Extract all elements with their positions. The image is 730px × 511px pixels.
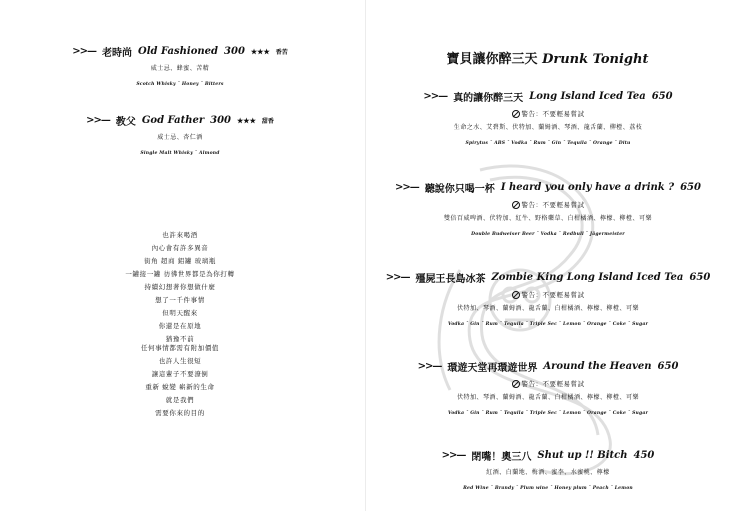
section-title-zh: 寶貝讓你醉三天	[446, 52, 538, 67]
poem-block-1	[105, 229, 255, 346]
poem-line: 想了一千件事情	[155, 296, 205, 304]
item-name-zh: 環遊天堂再環遊世界	[447, 363, 538, 374]
item-flavor: 甜香	[261, 118, 274, 125]
item-price: 300	[210, 115, 232, 126]
item-ingredients-zh: 生命之水、艾碧斯、伏特加、蘭姆酒、琴酒、龍舌蘭、柳橙、荔枝	[453, 124, 643, 131]
warning-text: 警告：不要輕易嘗試	[521, 291, 585, 299]
poem-line: 街角 超商 鋁罐 玻璃瓶	[144, 257, 216, 265]
section-title-en: Drunk Tonight	[542, 52, 649, 67]
arrow-icon: >>—	[72, 46, 97, 57]
item-stars: ★★★	[237, 116, 256, 125]
item-ingredients-zh: 威士忌、杏仁酒	[157, 134, 203, 141]
poem-line: 就是我們	[165, 396, 195, 404]
item-name-zh: 殭屍王長島冰茶	[415, 274, 486, 285]
warning-text: 警告：不要輕易嘗試	[521, 380, 585, 388]
item-ingredients-zh: 伏特加、琴酒、蘭姆酒、龍舌蘭、白柑橘酒、檸檬、柳橙、可樂	[456, 305, 639, 312]
poem-line: 但明天醒來	[162, 309, 198, 317]
menu-item-zombie-king	[368, 270, 728, 327]
item-ingredients-en: Vodka ˇ Gin ˇ Rum ˇ Tequila ˇ Triple Sec ˇ Lemon ˇ Orange ˇ Coke ˇ Sugar	[447, 322, 649, 327]
item-name-zh: 真的讓你醉三天	[453, 93, 524, 104]
item-ingredients-en: Spirytus ˇ ABS ˇ Vodka ˇ Rum ˇ Gin ˇ Tequila ˇ Orange ˇ Ditu	[465, 141, 631, 146]
menu-item-god-father	[0, 113, 360, 156]
poem-line: 也許來喝酒	[162, 231, 198, 239]
item-price: 300	[224, 46, 245, 57]
item-name-zh: 閉嘴！奧三八	[471, 452, 532, 463]
arrow-icon: >>—	[441, 450, 466, 461]
poem-line: 猶豫不前	[165, 335, 195, 343]
item-name-en: I heard you only have a drink ?	[500, 182, 675, 193]
item-ingredients-zh: 威士忌、蜂蜜、苦精	[150, 65, 210, 72]
item-price: 650	[680, 182, 701, 193]
item-ingredients-en: Red Wine ˇ Brandy ˇ Plum wine ˇ Honey plum ˇ Peach ˇ Lemon	[463, 486, 633, 491]
poem-line: 需要你來的目的	[155, 409, 205, 417]
warning-line	[368, 109, 728, 118]
item-name-zh: 老時尚	[102, 48, 133, 59]
item-ingredients-zh: 雙倍百威啤酒、伏特加、紅牛、野格藥草、白柑橘酒、檸檬、柳橙、可樂	[443, 215, 652, 222]
item-name-zh: 教父	[115, 117, 136, 128]
right-page	[365, 0, 730, 511]
item-name-en: Zombie King Long Island Iced Tea	[491, 272, 684, 283]
poem-line: 也許人生很短	[158, 357, 202, 365]
poem-line: 讓這輩子不要潦倒	[151, 370, 209, 378]
menu-item-old-fashioned	[0, 44, 360, 87]
arrow-icon: >>—	[385, 272, 410, 283]
item-name-zh: 聽說你只喝一杯	[424, 184, 495, 195]
item-stars: ★★★	[250, 47, 270, 56]
item-price: 650	[657, 361, 679, 372]
item-name-en: Around the Heaven	[543, 361, 652, 372]
poem-line: 任何事情都需有附加價值	[140, 344, 220, 352]
arrow-icon: >>—	[417, 361, 442, 372]
item-price: 650	[689, 272, 711, 283]
item-name-en: Shut up !! Bitch	[537, 450, 628, 461]
item-ingredients-en: Vodka ˇ Gin ˇ Rum ˇ Tequila ˇ Triple Sec ˇ Lemon ˇ Orange ˇ Coke ˇ Sugar	[447, 411, 649, 416]
warning-text: 警告：不要輕易嘗試	[521, 201, 585, 209]
item-ingredients-zh: 紅酒、白蘭地、梅酒、蜜李、水蜜桃、檸檬	[486, 469, 610, 476]
no-entry-icon	[512, 201, 520, 209]
poem-block-2	[105, 342, 255, 420]
menu-item-around-heaven	[368, 359, 728, 416]
item-ingredients-en: Double Budweiser Beer ˇ Vodka ˇ Redbull ˇ Jägermeister	[471, 232, 625, 237]
poem-line: 重新 蛻變 嶄新的生命	[145, 383, 215, 391]
section-title	[365, 48, 730, 67]
item-price: 450	[633, 450, 655, 461]
item-name-en: God Father	[141, 115, 205, 126]
menu-item-one-drink	[368, 180, 728, 237]
no-entry-icon	[512, 380, 520, 388]
poem-line: 一罐接一罐 彷彿世界都是為你打轉	[125, 270, 235, 278]
menu-item-shut-up	[368, 448, 728, 491]
poem-line: 內心會有許多異音	[151, 244, 209, 252]
menu-item-long-island	[368, 89, 728, 146]
arrow-icon: >>—	[395, 182, 419, 193]
no-entry-icon	[512, 291, 520, 299]
item-ingredients-zh: 伏特加、琴酒、蘭姆酒、龍舌蘭、白柑橘酒、檸檬、柳橙、可樂	[456, 394, 639, 401]
item-name-en: Long Island Iced Tea	[529, 91, 646, 102]
poem-line: 持續幻想著你想做什麼	[144, 283, 216, 291]
item-ingredients-en: Single Malt Whisky ˇ Almond	[140, 151, 220, 156]
poem-line: 你還是在原地	[158, 322, 202, 330]
item-ingredients-en: Scotch Whisky ˇ Honey ˇ Bitters	[136, 82, 224, 87]
item-price: 650	[651, 91, 673, 102]
no-entry-icon	[512, 110, 520, 118]
warning-line	[368, 200, 728, 209]
arrow-icon: >>—	[423, 91, 448, 102]
item-flavor: 香苦	[275, 49, 288, 56]
warning-line	[368, 290, 728, 299]
item-name-en: Old Fashioned	[138, 46, 219, 57]
warning-text: 警告：不要輕易嘗試	[521, 110, 585, 118]
arrow-icon: >>—	[86, 115, 110, 126]
warning-line	[368, 379, 728, 388]
